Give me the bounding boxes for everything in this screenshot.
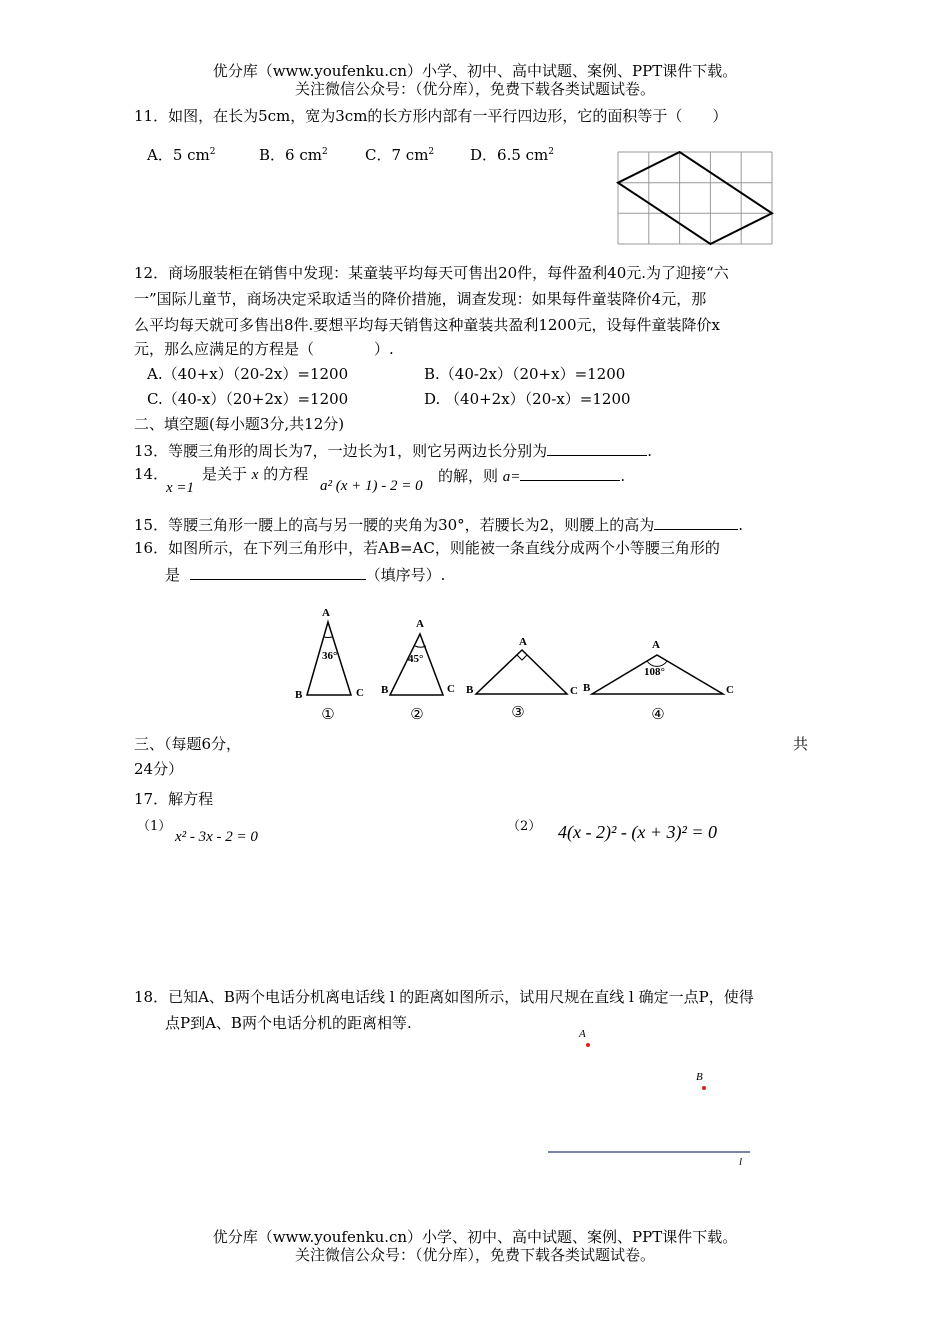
triangle-3 [466, 636, 578, 697]
tri3-label-a: A [519, 636, 527, 648]
header-line-2: 关注微信公众号：（优分库），免费下载各类试题试卷。 [294, 80, 655, 98]
q14-equation: a² (x + 1) - 2 = 0 [320, 478, 423, 494]
q11-text: 11．如图，在长为5cm，宽为3cm的长方形内部有一平行四边形，它的面积等于（ ） [134, 107, 728, 125]
tri4-label-c: C [726, 684, 734, 696]
q13: 13．等腰三角形的周长为7，一边长为1，则它另两边长分别为 . [134, 439, 652, 461]
tri4-angle: 108° [644, 666, 665, 678]
q12-line-4: 元，那么应满足的方程是（ ）. [134, 340, 394, 358]
q11-option-d: D．6.5 $cm^2$ [470, 146, 555, 164]
section-2-title: 二、填空题(每小题3分,共12分) [134, 415, 345, 433]
q17-title: 17．解方程 [134, 790, 214, 808]
tri4-label-a: A [652, 639, 660, 651]
tri1-label-a: A [322, 607, 330, 619]
section-3-title-c: 24分） [134, 760, 184, 778]
q11-grid-figure [612, 148, 778, 248]
q12-option-a: A.（40+x）（20-2x）=1200 [147, 365, 349, 383]
point-a [586, 1043, 590, 1047]
q15-answer-blank[interactable] [654, 513, 738, 530]
tri4-label-b: B [583, 682, 591, 694]
tri2-label-a: A [416, 618, 424, 630]
q17-part1-equation: x² - 3x - 2 = 0 [175, 829, 258, 845]
q14-label: 14． [134, 465, 169, 483]
tri3-label-b: B [466, 684, 474, 696]
footer-line-1: 优分库（www.youfenku.cn）小学、初中、高中试题、案例、PPT课件下载。 [212, 1228, 738, 1246]
section-3-title-b: 共 [793, 735, 809, 753]
tri2-label-c: C [447, 683, 455, 695]
q12-option-d: D. （40+2x）（20-x）=1200 [424, 390, 631, 408]
q16-answer-blank[interactable] [190, 563, 366, 580]
q16-line-1: 16．如图所示，在下列三角形中，若AB=AC，则能被一条直线分成两个小等腰三角形的 [134, 539, 720, 557]
q18-line-2: 点P到A、B两个电话分机的距离相等. [165, 1014, 412, 1032]
q18-label-b: B [696, 1071, 703, 1083]
tri2-number: ② [410, 707, 424, 723]
tri3-number: ③ [511, 705, 525, 721]
triangle-2 [381, 618, 455, 696]
tri1-number: ① [321, 707, 335, 723]
q11-option-a: A．5 $cm^2$ [147, 146, 216, 164]
tri1-label-b: B [295, 689, 303, 701]
q18-line-1: 18．已知A、B两个电话分机离电话线 l 的距离如图所示，试用尺规在直线 l 确定一点P，使得 [134, 988, 754, 1006]
q18-label-a: A [579, 1028, 586, 1040]
q14-answer-blank[interactable] [520, 464, 620, 481]
q18-label-l: l [739, 1156, 743, 1168]
q14-x-eq: x =1 [166, 480, 195, 496]
parallelogram [618, 152, 772, 244]
q16-line-2: 是 （填序号）. [165, 563, 445, 585]
tri2-label-b: B [381, 684, 389, 696]
tri3-label-c: C [570, 685, 578, 697]
tri1-label-c: C [356, 687, 364, 699]
q12-option-c: C.（40-x）（20+2x）=1200 [147, 390, 349, 408]
q18-figure [540, 1020, 760, 1170]
q12-option-b: B.（40-2x）（20+x）=1200 [424, 365, 626, 383]
q13-answer-blank[interactable] [547, 439, 647, 456]
header-line-1: 优分库（www.youfenku.cn）小学、初中、高中试题、案例、PPT课件下载。 [212, 62, 738, 80]
q12-line-1: 12．商场服装柜在销售中发现：某童装平均每天可售出20件，每件盈利40元.为了迎接“六 [134, 264, 729, 282]
q17-part2-label: （2） [507, 819, 542, 834]
section-3-title-a: 三、（每题6分， [134, 735, 242, 753]
tri1-angle: 36° [322, 650, 338, 662]
q11-option-c: C．7 $cm^2$ [365, 146, 435, 164]
footer-line-2: 关注微信公众号：（优分库），免费下载各类试题试卷。 [294, 1246, 655, 1264]
triangle-4 [583, 639, 734, 696]
q17-part1-label: （1） [137, 819, 172, 834]
q12-line-3: 么平均每天就可多售出8件.要想平均每天销售这种童装共盈利1200元，设每件童装降价x [134, 316, 720, 334]
q14-tail: 的解，则 a= . [438, 464, 625, 487]
triangle-1 [295, 607, 364, 701]
q17-part2-equation: 4(x - 2)² - (x + 3)² = 0 [558, 822, 718, 842]
q14-mid: 是关于 x 的方程 [202, 465, 309, 483]
triangles-figure [280, 600, 760, 730]
q12-line-2: 一”国际儿童节，商场决定采取适当的降价措施，调查发现：如果每件童装降价4元，那 [134, 290, 707, 308]
tri2-angle: 45° [408, 653, 424, 665]
q15: 15．等腰三角形一腰上的高与另一腰的夹角为30°，若腰长为2，则腰上的高为 . [134, 513, 743, 535]
tri4-number: ④ [651, 707, 665, 723]
point-b [702, 1086, 706, 1090]
q11-option-b: B．6 $cm^2$ [259, 146, 328, 164]
